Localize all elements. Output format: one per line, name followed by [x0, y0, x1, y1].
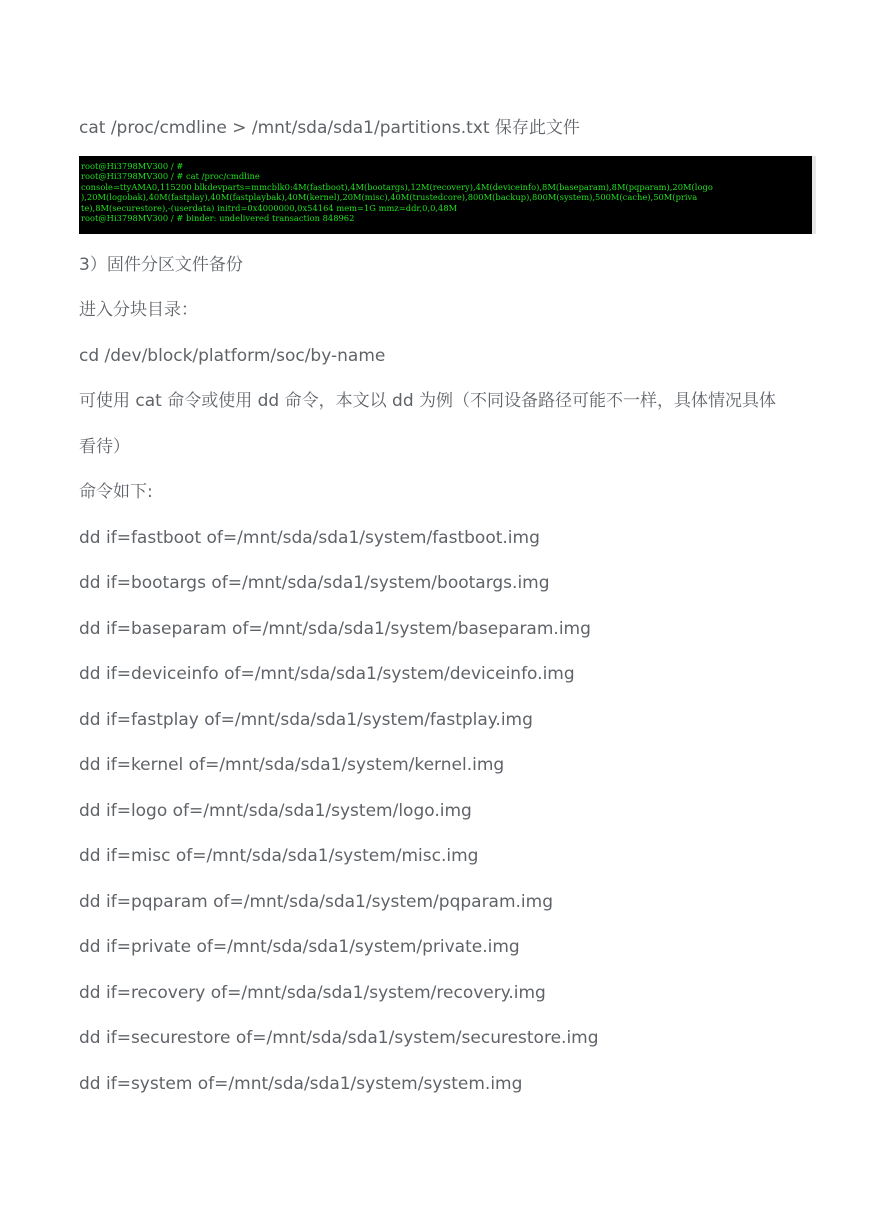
terminal-screenshot [79, 156, 816, 234]
terminal-line: root@Hi3798MV300 / # [81, 161, 184, 171]
dd-command: dd if=bootargs of=/mnt/sda/sda1/system/bootargs.img [79, 573, 550, 593]
note-line-2: 看待） [79, 437, 130, 457]
dd-command: dd if=fastboot of=/mnt/sda/sda1/system/fastboot.img [79, 528, 540, 548]
dd-command: dd if=misc of=/mnt/sda/sda1/system/misc.img [79, 846, 479, 866]
cd-command: cd /dev/block/platform/soc/by-name [79, 346, 386, 366]
dd-command: dd if=securestore of=/mnt/sda/sda1/system/securestore.img [79, 1028, 599, 1048]
dd-command: dd if=fastplay of=/mnt/sda/sda1/system/fastplay.img [79, 710, 533, 730]
dd-command: dd if=system of=/mnt/sda/sda1/system/system.img [79, 1074, 523, 1094]
terminal-line: te),8M(securestore),-(userdata) initrd=0x4000000,0x54164 mem=1G mmz=ddr,0,0,48M [81, 202, 458, 213]
intro-command: cat /proc/cmdline > /mnt/sda/sda1/partitions.txt 保存此文件 [79, 118, 580, 138]
enter-dir-label: 进入分块目录： [79, 300, 198, 320]
commands-label: 命令如下: [79, 482, 153, 502]
dd-command: dd if=pqparam of=/mnt/sda/sda1/system/pqparam.img [79, 892, 554, 912]
terminal-line: root@Hi3798MV300 / # binder: undelivered transaction 848962 [81, 213, 355, 224]
terminal-line: console=ttyAMA0,115200 blkdevparts=mmcblk0:4M(fastboot),4M(bootargs),12M(recovery),4M(deviceinfo),8M(baseparam),8M(pqparam),20M(logo [81, 181, 713, 192]
dd-command: dd if=logo of=/mnt/sda/sda1/system/logo.img [79, 801, 472, 821]
terminal-line: root@Hi3798MV300 / # cat /proc/cmdline [81, 171, 260, 182]
dd-command: dd if=recovery of=/mnt/sda/sda1/system/recovery.img [79, 983, 546, 1003]
dd-command: dd if=baseparam of=/mnt/sda/sda1/system/baseparam.img [79, 619, 591, 639]
note-line-1: 可使用 cat 命令或使用 dd 命令，本文以 dd 为例（不同设备路径可能不一样，具体情况具体 [79, 391, 777, 411]
dd-command: dd if=private of=/mnt/sda/sda1/system/private.img [79, 937, 520, 957]
dd-command: dd if=kernel of=/mnt/sda/sda1/system/kernel.img [79, 755, 505, 775]
dd-command: dd if=deviceinfo of=/mnt/sda/sda1/system/deviceinfo.img [79, 664, 575, 684]
section-heading: 3）固件分区文件备份 [79, 255, 243, 275]
terminal-line: ),20M(logobak),40M(fastplay),40M(fastplaybak),40M(kernel),20M(misc),40M(trustedcore),800M(backup),800M(system),500M(cache),50M(priva [81, 192, 698, 203]
